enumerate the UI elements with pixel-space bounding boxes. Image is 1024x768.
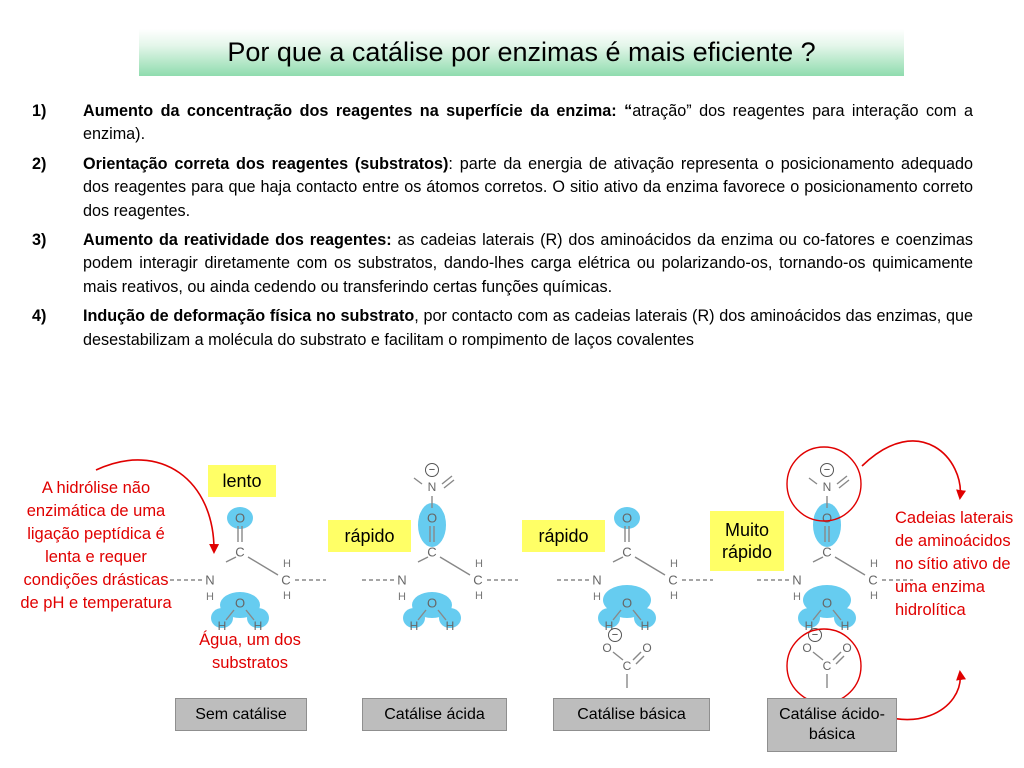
reason-item: [32, 100, 973, 147]
note-water: Água, um dos substratos: [199, 631, 301, 672]
reason-item: [32, 229, 973, 299]
atom-label: C: [622, 659, 632, 673]
atom-label: N: [427, 480, 437, 494]
bond-line: [833, 652, 841, 660]
speed-label: [208, 465, 276, 497]
reason-body: atração” dos reagentes para interação com a enzima).: [83, 102, 973, 144]
bond-line: [440, 557, 470, 575]
bond-line: [809, 478, 817, 484]
reasons-list: [32, 100, 973, 358]
atom-label: H: [475, 558, 483, 570]
bond-line: [613, 652, 623, 660]
atom-label: H: [283, 590, 291, 602]
atom-label: O: [621, 510, 633, 526]
atom-label: H: [640, 619, 650, 633]
speed-text: rápido: [344, 526, 395, 546]
atom-label: −: [823, 464, 831, 476]
note-side-chains: Cadeias laterais de aminoácidos no sítio ativo de uma enzima hidrolítica: [895, 509, 1014, 619]
atom-label: O: [642, 641, 652, 655]
bond-line: [226, 557, 236, 562]
reason-item: [32, 305, 973, 352]
catalysis-diagram: [0, 440, 1024, 768]
reason-item: [32, 153, 973, 223]
atom-label: H: [870, 558, 878, 570]
reason-number: 1): [32, 102, 47, 120]
atom-label: O: [821, 510, 833, 526]
speed-label: [522, 520, 605, 552]
atom-label: −: [428, 464, 436, 476]
bond-line: [635, 557, 665, 575]
atom-label: C: [668, 572, 678, 588]
atom-label: O: [842, 641, 852, 655]
label-catalise-basica: Catálise básica: [553, 698, 710, 731]
reason-heading: Indução de deformação física no substrato: [83, 307, 415, 326]
atom-label: H: [804, 619, 814, 633]
atom-label: H: [840, 619, 850, 633]
speed-label: [710, 511, 784, 571]
speed-text: Muito rápido: [721, 520, 773, 562]
atom-label: N: [792, 572, 802, 588]
atom-label: O: [426, 510, 438, 526]
atom-label: H: [604, 619, 614, 633]
atom-label: H: [870, 590, 878, 602]
bond-line: [418, 557, 428, 562]
atom-label: H: [475, 590, 483, 602]
reason-number: 2): [32, 154, 47, 173]
atom-label: N: [592, 572, 602, 588]
atom-label: C: [822, 659, 832, 673]
atom-label: C: [622, 544, 632, 560]
reason-body: , por contacto com as cadeias laterais (R) dos aminoácidos das enzimas, que desestabilizam a molécula do substrato e facilitam o rompimento de laços covalentes: [83, 307, 973, 349]
atom-label: N: [397, 572, 407, 588]
reason-text: [83, 153, 973, 223]
atom-label: C: [235, 544, 245, 560]
speed-text: rápido: [538, 526, 589, 546]
atom-label: −: [811, 629, 819, 641]
reason-body: as cadeias laterais (R) dos aminoácidos da enzima ou co-fatores e coenzimas podem interagir diretamente com os substratos, dando-lhes carga elétrica ou polarizando-os, tornando-os quimicamente mais reativos, ou ainda cedendo ou transferindo certas funções químicas.: [83, 231, 973, 296]
title-banner: [139, 29, 904, 76]
note-nonenzymatic: A hidrólise não enzimática de uma ligação peptídica é lenta e requer condições drásticas de pH e temperatura: [20, 479, 172, 612]
speed-text: lento: [222, 471, 262, 491]
atom-label: H: [253, 619, 263, 633]
label-catalise-acida: Catálise ácida: [362, 698, 507, 731]
atom-label: H: [670, 590, 678, 602]
atom-label: C: [868, 572, 878, 588]
atom-label: H: [793, 591, 801, 603]
atom-label: H: [593, 591, 601, 603]
atom-label: C: [281, 572, 291, 588]
atom-label: C: [473, 572, 483, 588]
atom-label: H: [445, 619, 455, 633]
label-catalise-acido-basica: Catálise ácido-básica: [767, 698, 897, 752]
atom-label: −: [611, 629, 619, 641]
bond-line: [613, 557, 623, 562]
atom-label: H: [409, 619, 419, 633]
atom-label: C: [427, 544, 437, 560]
bond-line: [248, 557, 278, 575]
atom-label: O: [234, 510, 246, 526]
atom-label: H: [670, 558, 678, 570]
speed-label: [328, 520, 411, 552]
atom-label: C: [822, 544, 832, 560]
reason-body: : parte da energia de ativação representa o posicionamento adequado dos reagentes para que haja contacto entre os átomos corretos. O sitio ativo da enzima favorece o posicionamento correto dos reagentes.: [83, 154, 973, 220]
atom-label: O: [426, 595, 438, 611]
bond-line: [414, 478, 422, 484]
atom-label: H: [206, 591, 214, 603]
reason-text: [83, 305, 973, 352]
bond-line: [813, 652, 823, 660]
atom-label: N: [822, 480, 832, 494]
reason-text: [83, 229, 973, 299]
atom-label: O: [802, 641, 812, 655]
atom-label: O: [234, 595, 246, 611]
bond-line: [836, 656, 844, 664]
atom-label: H: [398, 591, 406, 603]
bond-line: [633, 652, 641, 660]
reason-heading: Orientação correta dos reagentes (substratos): [83, 154, 449, 173]
reason-heading: Aumento da reatividade dos reagentes:: [83, 231, 392, 250]
reason-number: 4): [32, 307, 47, 326]
reason-number: 3): [32, 231, 47, 250]
bond-line: [835, 557, 865, 575]
atom-label: H: [283, 558, 291, 570]
reason-heading: Aumento da concentração dos reagentes na superfície da enzima: “: [83, 102, 633, 120]
bond-line: [813, 557, 823, 562]
atom-label: H: [217, 619, 227, 633]
atom-label: O: [821, 595, 833, 611]
atom-label: O: [621, 595, 633, 611]
atom-label: N: [205, 572, 215, 588]
arrow-top-side-chain: [862, 441, 960, 498]
reason-text: [83, 100, 973, 147]
atom-label: O: [602, 641, 612, 655]
label-sem-catalise: Sem catálise: [175, 698, 307, 731]
page-title: Por que a catálise por enzimas é mais eficiente ?: [227, 37, 816, 67]
bond-line: [636, 656, 644, 664]
